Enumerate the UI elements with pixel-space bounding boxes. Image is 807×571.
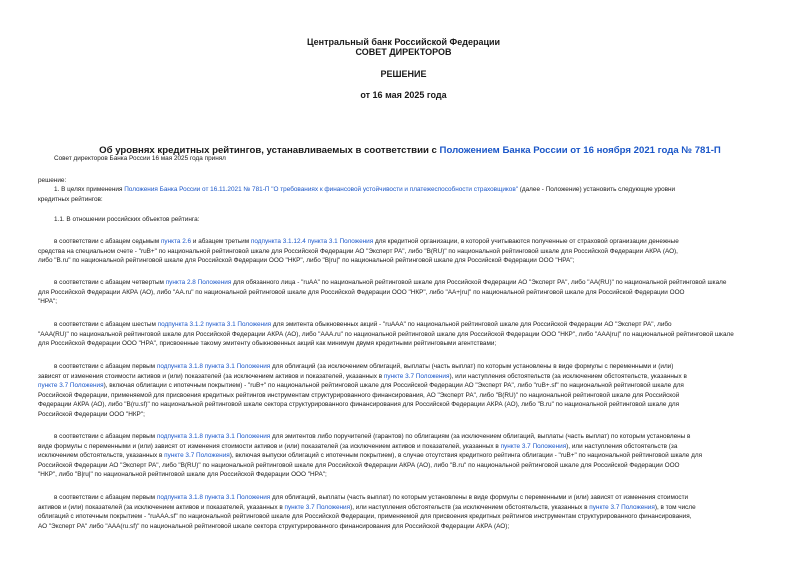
link-p3-1-8-c[interactable]: подпункта 3.1.8 пункта 3.1 Положения	[156, 494, 271, 501]
bullet-1: в соответствии с абзацем седьмым пункта 2.6 и абзацем третьим подпункта 3.1.12.4 пункта 3.1 Положения для кредитной организации, в которой учитываются полученные от страховой организации денежные средства на специальном счете - "ruB+" по национальной рейтинговой шкале для Российской Федерации АО "Эксперт РА", либо "B(RU)" по национальной рейтинговой шкале для Российской Федерации АКРА (АО), либо "B.ru" по национальной рейтинговой шкале для Российской Федерации ООО "НКР", либо "B|ru|" по национальной рейтинговой шкале для Российской Федерации ООО "НРА";	[38, 238, 679, 265]
link-p3-1-12-4[interactable]: подпункта 3.1.12.4 пункта 3.1 Положения	[250, 238, 374, 245]
bullet-4: в соответствии с абзацем первым подпункта 3.1.8 пункта 3.1 Положения для облигаций (за исключением облигаций, выплаты (часть выплат) по которым установлены в виде формулы с переменными и (или) зависят от изменения стоимости активов и (или) показателей (за исключением активов и показателей, указанных в пункте 3.7 Положения), или наступления обстоятельств (за исключением обстоятельств, указанных в пункте 3.7 Положения), включая облигации с ипотечным покрытием) - "ruB+" по национальной рейтинговой шкале для Российской Федерации АО "Эксперт РА", либо "ruB+.sf" по национальной рейтинговой шкале для Российской Федерации, применяемой для присвоения кредитных рейтингов инструментам структурированного финансирования, АО "Эксперт РА", либо "B(RU)" по национальной рейтинговой шкале для Российской Федерации АКРА (АО), либо "B(ru.sf)" по национальной рейтинговой шкале сектора структурированного финансирования для Российской Федерации АКРА (АО), либо "B.ru" по национальной рейтинговой шкале для Российской Федерации ООО "НКР";	[38, 363, 687, 418]
link-p3-7-e[interactable]: пункте 3.7 Положения	[284, 503, 351, 511]
link-p3-7-f[interactable]: пункте 3.7 Положения	[589, 503, 655, 511]
link-p3-1-8-a[interactable]: подпункта 3.1.8 пункта 3.1 Положения	[156, 363, 271, 370]
bullet-5: в соответствии с абзацем первым подпункта 3.1.8 пункта 3.1 Положения для эмитентов либо поручителей (гарантов) по облигациям (за исключением облигаций, выплаты (часть выплат) по которым установлены в виде формулы с переменными и (или) зависят от изменения стоимости активов и (или) показателей (за исключением активов и показателей, указанных в пункте 3.7 Положения), или наступления обстоятельств (за исключением обстоятельств, указанных в пункте 3.7 Положения), включая выпуски облигаций с ипотечным покрытием), в случае отсутствия кредитного рейтинга облигации - "ruB+" по национальной рейтинговой шкале для Российской Федерации АО "Эксперт РА", либо "B(RU)" по национальной рейтинговой шкале для Российской Федерации АКРА (АО), либо "B.ru" по национальной рейтинговой шкале для Российской Федерации ООО "НКР", либо "B|ru|" по национальной рейтинговой шкале для Российской Федерации ООО "НРА";	[38, 433, 703, 479]
decision-heading: РЕШЕНИЕ	[380, 69, 427, 79]
bullet-2: в соответствии с абзацем четвертым пункта 2.8 Положения для обязанного лица - "ruAA" по национальной рейтинговой шкале для Российской Федерации АО "Эксперт РА", либо "AA(RU)" по национальной рейтинговой шкале для Российской Федерации АКРА (АО), либо "AA.ru" по национальной рейтинговой шкале для Российской Федерации ООО "НКР", либо "AA+|ru|" по национальной рейтинговой шкале для Российской Федерации ООО "НРА";	[38, 279, 727, 306]
bullet-6: в соответствии с абзацем первым подпункта 3.1.8 пункта 3.1 Положения для облигаций, выплаты (часть выплат) по которым установлены в виде формулы с переменными и (или) зависят от изменения стоимости активов и (или) показателей (за исключением активов и показателей, указанных в пункте 3.7 Положения), или наступления обстоятельств (за исключением обстоятельств, указанных в пункте 3.7 Положения), в том числе облигаций с ипотечным покрытием - "ruAAA.sf" по национальной рейтинговой шкале для Российской Федерации, применяемой для присвоения кредитных рейтингов инструментам структурированного финансирования, АО "Эксперт РА" либо "AAA(ru.sf)" по национальной рейтинговой шкале сектора структурированного финансирования для Российской Федерации АКРА (АО);	[38, 494, 696, 530]
intro-text: Совет директоров Банка России 16 мая 2025 года принял	[54, 155, 226, 162]
link-p3-7-c[interactable]: пункте 3.7 Положения	[500, 442, 567, 450]
org-name: Центральный банк Российской Федерации	[306, 37, 501, 47]
resolved-text: решение:	[38, 177, 67, 184]
paragraph-1: 1. В целях применения Положения Банка России от 16.11.2021 № 781-П "О требованиях к финансовой устойчивости и платежеспособности страховщиков" (далее - Положение) установить следующие уровни кредитных рейтингов:	[38, 186, 676, 203]
board-name: СОВЕТ ДИРЕКТОРОВ	[355, 47, 452, 57]
link-p3-1-8-b[interactable]: подпункта 3.1.8 пункта 3.1 Положения	[156, 433, 271, 440]
link-p3-7-a[interactable]: пункте 3.7 Положения	[383, 372, 450, 380]
link-p2-8[interactable]: пункта 2.8 Положения	[165, 279, 232, 286]
bullet-3: в соответствии с абзацем шестым подпункта 3.1.2 пункта 3.1 Положения для эмитента обыкновенных акций - "ruAAA" по национальной рейтинговой шкале для Российской Федерации АО "Эксперт РА", либо "AAA(RU)" по национальной рейтинговой шкале для Российской Федерации АКРА (АО), либо "AAA.ru" по национальной рейтинговой шкале для Российской Федерации ООО "НКР", либо "AAA|ru|" по национальной рейтинговой шкале для Российской Федерации ООО "НРА", присвоенные такому эмитенту обыкновенных акций как минимум двумя кредитными рейтинговыми агентствами;	[38, 321, 734, 348]
link-p3-7-d[interactable]: пункте 3.7 Положения	[164, 452, 230, 460]
link-p2-6[interactable]: пункта 2.6	[160, 238, 192, 245]
title-link[interactable]: Положением Банка России от 16 ноября 2021 года № 781-П	[439, 145, 721, 156]
regulation-link[interactable]: Положения Банка России от 16.11.2021 № 781-П "О требованиях к финансовой устойчивости и платежеспособности страховщиков"	[124, 186, 518, 193]
link-p3-1-2[interactable]: подпункта 3.1.2 пункта 3.1 Положения	[157, 321, 272, 328]
decision-date: от 16 мая 2025 года	[360, 90, 447, 100]
title-text: Об уровнях кредитных рейтингов, устанавливаемых в соответствии с	[99, 145, 440, 156]
link-p3-7-b[interactable]: пункте 3.7 Положения	[38, 382, 104, 390]
paragraph-1-1: 1.1. В отношении российских объектов рейтинга:	[54, 216, 200, 223]
